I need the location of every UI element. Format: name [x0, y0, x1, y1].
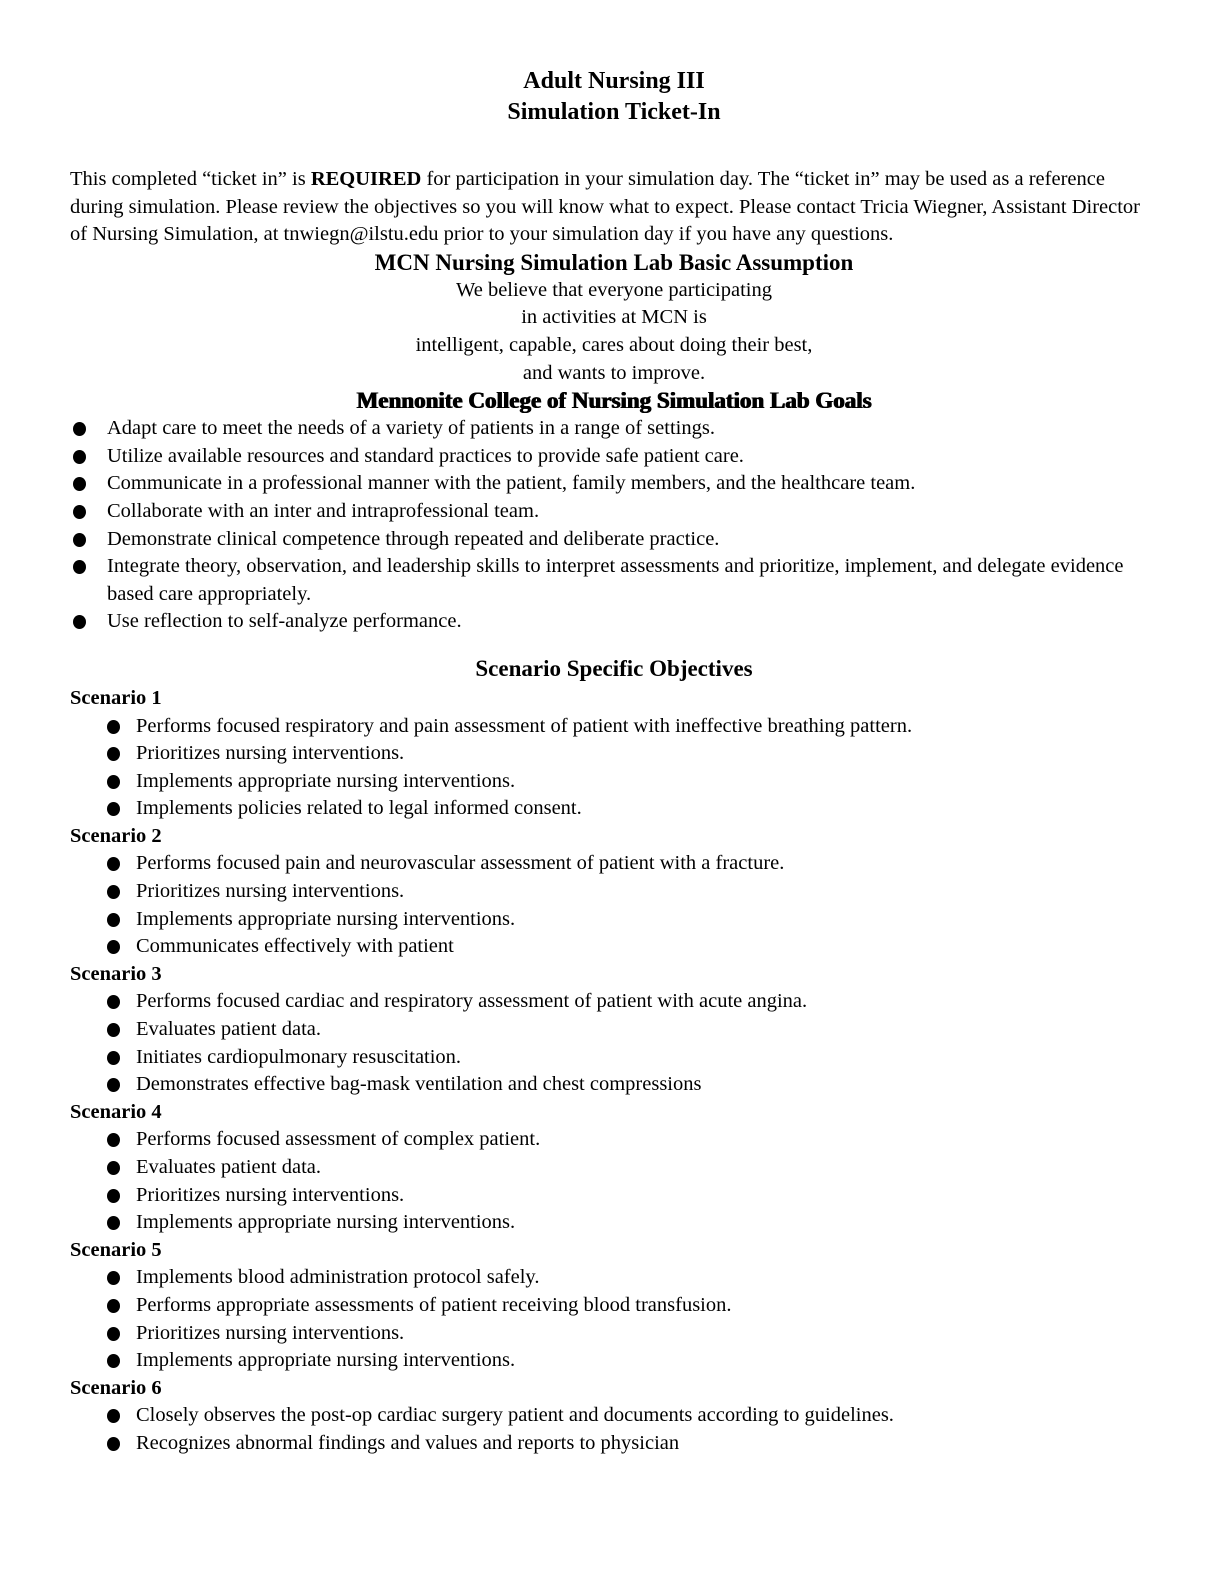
objective-item-text: Evaluates patient data. — [136, 1156, 321, 1178]
bullet-icon — [73, 560, 86, 574]
scenarios-container — [70, 685, 1158, 1458]
objective-item — [107, 1264, 1158, 1292]
bullet-icon — [107, 1299, 120, 1313]
bullet-icon — [107, 747, 120, 761]
objective-item — [107, 1154, 1158, 1182]
bullet-icon — [107, 1051, 120, 1065]
goal-item — [70, 553, 1158, 608]
objective-item — [107, 906, 1158, 934]
goal-item-text: Adapt care to meet the needs of a variety of patients in a range of settings. — [107, 417, 715, 440]
bullet-icon — [107, 1437, 120, 1451]
scenario-label: Scenario 2 — [70, 824, 162, 847]
basic-assumption-text — [70, 277, 1158, 387]
bullet-icon — [107, 885, 120, 899]
scenario-objectives-list — [107, 850, 1158, 960]
intro-text-before: This completed “ticket in” is — [70, 168, 311, 190]
lab-goals-list — [70, 415, 1158, 636]
assumption-line: We believe that everyone participating — [456, 278, 772, 301]
scenario-section — [70, 1375, 1158, 1458]
objective-item — [107, 1182, 1158, 1210]
objective-item-text: Prioritizes nursing interventions. — [136, 1183, 405, 1206]
goal-item — [70, 443, 1158, 471]
scenario-section — [70, 961, 1158, 1099]
scenario-section — [70, 685, 1158, 823]
scenario-objectives-list — [107, 1126, 1158, 1236]
objective-item-text: Prioritizes nursing interventions. — [136, 1321, 405, 1344]
goal-item-text: Demonstrate clinical competence through repeated and deliberate practice. — [107, 527, 720, 550]
objective-item — [107, 1209, 1158, 1237]
objective-item — [107, 795, 1158, 823]
objective-item — [107, 988, 1158, 1016]
bullet-icon — [107, 857, 120, 871]
assumption-line: and wants to improve. — [522, 361, 706, 384]
goal-item — [70, 608, 1158, 636]
objective-item — [107, 1402, 1158, 1430]
objective-item — [107, 1430, 1158, 1458]
bullet-icon — [107, 720, 120, 734]
goal-item-text: Integrate theory, observation, and leadership skills to interpret assessments and prioritize, implement, and delegate evidence based care appropriately. — [107, 555, 1124, 605]
intro-text-after: for participation in your simulation day. The “ticket in” may be used as a reference during simulation. Please review the objectives so you will know what to expect. Please contact Tricia Wiegner, Assistant Director of Nursing Simulation, at tnwiegn@ilstu.edu prior to your simulation day if you have any questions. — [70, 168, 1141, 246]
objective-item-text: Performs focused pain and neurovascular assessment of patient with a fracture. — [136, 852, 785, 875]
goal-item-text: Utilize available resources and standard practices to provide safe patient care. — [107, 444, 744, 467]
objective-item-text: Implements appropriate nursing interventions. — [136, 769, 516, 792]
objective-item-text: Demonstrates effective bag-mask ventilation and chest compressions — [136, 1073, 702, 1096]
objective-item — [107, 1016, 1158, 1044]
scenario-objectives-list — [107, 988, 1158, 1098]
bullet-icon — [73, 477, 86, 491]
objective-item — [107, 740, 1158, 768]
goal-item-text: Collaborate with an inter and intraprofessional team. — [107, 499, 540, 522]
bullet-icon — [107, 940, 120, 954]
basic-assumption-heading: MCN Nursing Simulation Lab Basic Assumption — [374, 249, 854, 275]
intro-paragraph — [70, 166, 1158, 249]
goal-item — [70, 415, 1158, 443]
bullet-icon — [73, 450, 86, 464]
scenario-section — [70, 823, 1158, 961]
assumption-line: in activities at MCN is — [521, 306, 707, 329]
objective-item-text: Performs focused cardiac and respiratory assessment of patient with acute angina. — [136, 990, 808, 1013]
objective-item-text: Performs focused respiratory and pain assessment of patient with ineffective breathing pattern. — [136, 714, 913, 737]
bullet-icon — [107, 1133, 120, 1147]
goal-item — [70, 498, 1158, 526]
bullet-icon — [107, 913, 120, 927]
bullet-icon — [107, 1327, 120, 1341]
objective-item — [107, 1044, 1158, 1072]
scenario-objectives-list — [107, 1264, 1158, 1374]
bullet-icon — [73, 422, 86, 436]
goal-item-text: Communicate in a professional manner with the patient, family members, and the healthcare team. — [107, 472, 916, 495]
scenario-section — [70, 1237, 1158, 1375]
objective-item-text: Prioritizes nursing interventions. — [136, 742, 405, 765]
objective-item-text: Implements blood administration protocol safely. — [136, 1266, 540, 1289]
objective-item-text: Closely observes the post-op cardiac surgery patient and documents according to guidelines. — [136, 1404, 894, 1427]
objective-item-text: Implements appropriate nursing interventions. — [136, 1211, 516, 1234]
objective-item-text: Communicates effectively with patient — [136, 935, 454, 958]
doc-title-line-2: Simulation Ticket-In — [507, 99, 721, 125]
objective-item — [107, 1320, 1158, 1348]
objective-item — [107, 1071, 1158, 1099]
objective-item-text: Recognizes abnormal findings and values and reports to physician — [136, 1431, 680, 1454]
required-emphasis: REQUIRED — [310, 168, 422, 190]
bullet-icon — [107, 1078, 120, 1092]
objective-item — [107, 768, 1158, 796]
scenario-label: Scenario 5 — [70, 1238, 162, 1261]
objective-item — [107, 933, 1158, 961]
scenario-objectives-list — [107, 1402, 1158, 1457]
objective-item — [107, 878, 1158, 906]
bullet-icon — [107, 1023, 120, 1037]
objective-item — [107, 1292, 1158, 1320]
bullet-icon — [107, 1271, 120, 1285]
lab-goals-heading: Mennonite College of Nursing Simulation Lab Goals — [356, 388, 872, 414]
objective-item-text: Performs appropriate assessments of patient receiving blood transfusion. — [136, 1293, 732, 1316]
objective-item — [107, 1126, 1158, 1154]
scenario-label: Scenario 1 — [70, 686, 162, 709]
bullet-icon — [107, 1409, 120, 1423]
goal-item — [70, 470, 1158, 498]
scenario-section — [70, 1099, 1158, 1237]
assumption-line: intelligent, capable, cares about doing their best, — [415, 333, 813, 356]
bullet-icon — [73, 505, 86, 519]
objective-item — [107, 1347, 1158, 1375]
objective-item-text: Implements appropriate nursing interventions. — [136, 1349, 516, 1372]
bullet-icon — [107, 1161, 120, 1175]
bullet-icon — [107, 995, 120, 1009]
scenario-label: Scenario 4 — [70, 1100, 162, 1123]
objective-item-text: Prioritizes nursing interventions. — [136, 880, 405, 903]
objective-item — [107, 713, 1158, 741]
goal-item-text: Use reflection to self-analyze performance. — [107, 610, 462, 633]
objective-item — [107, 850, 1158, 878]
bullet-icon — [107, 1354, 120, 1368]
objective-item-text: Performs focused assessment of complex patient. — [136, 1128, 541, 1151]
objective-item-text: Implements appropriate nursing interventions. — [136, 907, 516, 930]
bullet-icon — [107, 1189, 120, 1203]
bullet-icon — [107, 1216, 120, 1230]
scenario-objectives-list — [107, 713, 1158, 823]
bullet-icon — [73, 615, 86, 629]
bullet-icon — [107, 802, 120, 816]
scenario-label: Scenario 6 — [70, 1376, 162, 1399]
goal-item — [70, 526, 1158, 554]
doc-title-line-1: Adult Nursing III — [523, 68, 705, 94]
bullet-icon — [73, 533, 86, 547]
objective-item-text: Evaluates patient data. — [136, 1018, 321, 1041]
objective-item-text: Implements policies related to legal informed consent. — [136, 797, 582, 820]
objective-item-text: Initiates cardiopulmonary resuscitation. — [136, 1045, 462, 1068]
scenario-objectives-heading: Scenario Specific Objectives — [475, 655, 753, 681]
scenario-label: Scenario 3 — [70, 962, 162, 985]
bullet-icon — [107, 775, 120, 789]
doc-title — [70, 66, 1158, 128]
